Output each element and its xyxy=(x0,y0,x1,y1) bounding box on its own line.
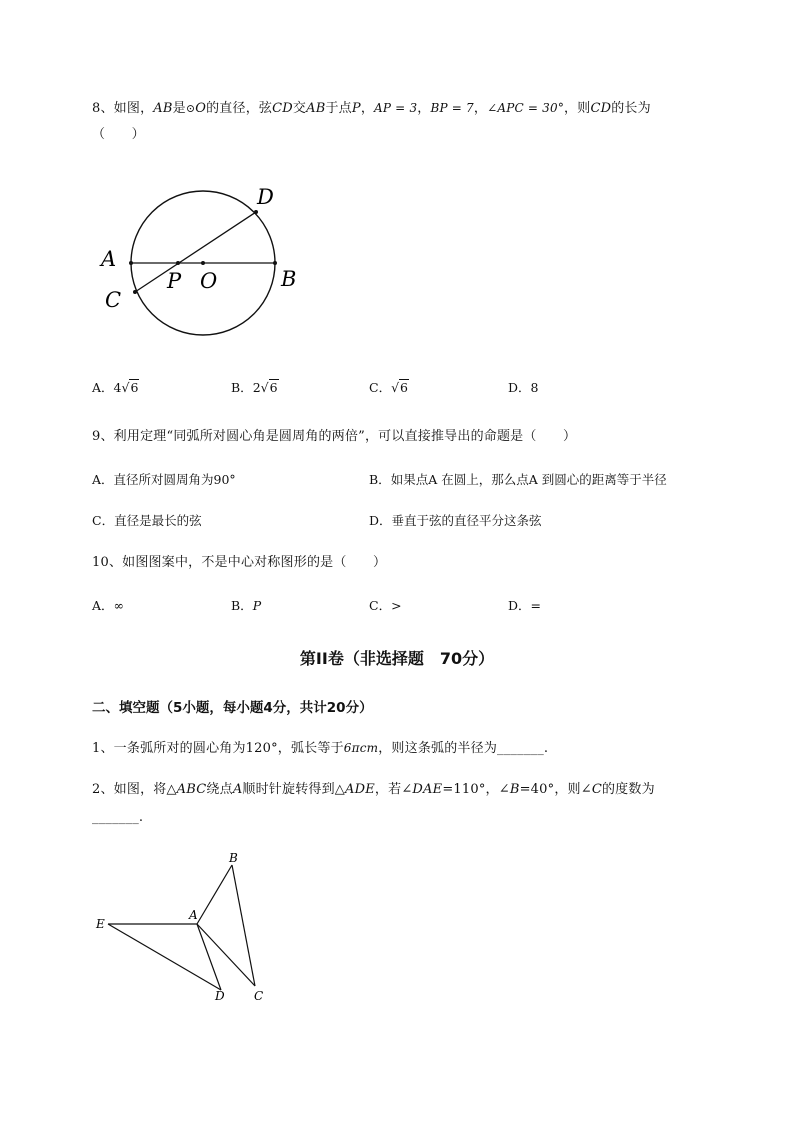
q9-option-b[interactable] xyxy=(369,471,667,489)
f2-var: B xyxy=(509,782,520,797)
q8-ap-equation: AP = 3 xyxy=(374,101,418,115)
q9-option-a[interactable] xyxy=(92,471,236,489)
label-c: C xyxy=(254,989,264,1003)
label-a: A xyxy=(101,247,117,271)
label-e: E xyxy=(96,917,105,931)
option-coef: 2 xyxy=(252,380,261,395)
q8-var-p: P xyxy=(351,101,361,116)
label-d: D xyxy=(215,989,225,1003)
equals-icon: = xyxy=(530,598,542,613)
option-letter: C． xyxy=(92,513,115,528)
radicand: 6 xyxy=(269,380,278,395)
radicand: 6 xyxy=(400,380,408,395)
segment-bc xyxy=(232,865,255,986)
q8-circle-figure xyxy=(95,178,315,368)
q8-option-c[interactable] xyxy=(369,379,409,397)
section-title: 第II卷（非选择题 70分） xyxy=(299,649,495,668)
option-text: 直径所对圆周角为90° xyxy=(113,472,236,487)
f2-text: ，若∠ xyxy=(374,782,413,797)
q8-text: ，则 xyxy=(564,101,591,116)
option-letter: B． xyxy=(369,472,391,487)
sqrt-icon: √6 xyxy=(121,380,139,395)
q8-stem xyxy=(92,99,651,118)
greater-than-icon: > xyxy=(391,598,402,613)
chord-cd xyxy=(135,212,256,292)
f2-var: ADE xyxy=(345,782,375,797)
q8-var-cd: CD xyxy=(590,101,612,116)
q8-var-ab: AB xyxy=(153,101,173,116)
q8-option-b[interactable] xyxy=(231,379,279,397)
q8-bp-equation: BP = 7 xyxy=(430,101,474,115)
option-letter: B． xyxy=(231,380,253,395)
q8-text: ， xyxy=(473,101,488,116)
label-b: B xyxy=(281,267,297,291)
f1-arc-length: 6πcm xyxy=(343,741,379,755)
option-value: 8 xyxy=(530,380,539,395)
option-letter: D． xyxy=(369,513,392,528)
q8-var-o: O xyxy=(195,101,207,116)
f2-var: A xyxy=(232,782,243,797)
point-o xyxy=(201,261,205,265)
point-c xyxy=(133,290,137,294)
q9-stem: 9、利用定理“同弧所对圆心角是圆周角的两倍”，可以直接推导出的命题是（ ） xyxy=(92,429,577,444)
circle-symbol: ⊙ xyxy=(185,102,196,115)
q2-triangle-figure xyxy=(92,848,282,1008)
f2-text: 绕点 xyxy=(206,782,233,797)
q8-text: ， xyxy=(360,101,375,116)
f2-text: =40°，则∠ xyxy=(519,782,592,797)
q8-var-ab: AB xyxy=(306,101,326,116)
q8-text: 是 xyxy=(172,101,186,116)
point-d xyxy=(254,210,258,214)
f2-var: ABC xyxy=(176,782,207,797)
q9-option-c[interactable] xyxy=(92,512,202,530)
q8-text: 于点 xyxy=(325,101,352,116)
label-a: A xyxy=(189,908,198,922)
point-p xyxy=(176,261,180,265)
q10-option-b[interactable] xyxy=(231,597,261,615)
option-letter: A． xyxy=(92,380,114,395)
option-letter: A． xyxy=(92,598,114,613)
option-letter: C． xyxy=(369,380,392,395)
label-c: C xyxy=(105,288,122,312)
option-letter: C． xyxy=(369,598,392,613)
label-b: B xyxy=(229,851,238,865)
segment-ab xyxy=(197,865,232,924)
part-heading: 二、填空题（5小题，每小题4分，共计20分） xyxy=(92,700,373,716)
option-text: 直径是最长的弦 xyxy=(114,513,202,528)
f2-answer-blank: _______. xyxy=(92,810,144,825)
q8-text: 8、如图， xyxy=(92,101,154,116)
q10-option-c[interactable] xyxy=(369,597,402,615)
option-letter: A． xyxy=(92,472,114,487)
label-d: D xyxy=(257,185,274,209)
q8-text: 的长为 xyxy=(611,101,651,116)
q10-option-a[interactable] xyxy=(92,597,124,615)
q8-angle-equation: ∠APC = 30° xyxy=(487,101,565,115)
radicand: 6 xyxy=(130,380,139,395)
q8-text: ， xyxy=(417,101,431,116)
sqrt-icon: √6 xyxy=(260,380,278,395)
q8-answer-paren: （ ） xyxy=(92,127,145,142)
f2-text: 的度数为 xyxy=(601,782,655,797)
label-o: O xyxy=(200,269,218,293)
f1-text: ，则这条弧的半径为_______. xyxy=(378,741,549,756)
q8-var-cd: CD xyxy=(272,101,293,116)
q8-option-d[interactable] xyxy=(508,379,538,397)
f2-var: DAE xyxy=(412,782,443,797)
f2-text: =110°，∠ xyxy=(442,782,510,797)
label-p: P xyxy=(167,269,182,293)
segment-ad xyxy=(197,924,221,990)
q10-option-d[interactable] xyxy=(508,597,541,615)
q10-stem: 10、如图图案中，不是中心对称图形的是（ ） xyxy=(92,555,387,570)
segment-ac xyxy=(197,924,255,986)
point-b xyxy=(273,261,277,265)
option-letter: D． xyxy=(508,380,531,395)
option-text: 如果点A 在圆上，那么点A 到圆心的距离等于半径 xyxy=(390,472,667,487)
q8-text: 交 xyxy=(292,101,307,116)
segment-ed xyxy=(108,924,221,990)
p-letter-icon: P xyxy=(252,598,262,613)
fill-question-2 xyxy=(92,781,655,799)
q8-option-a[interactable] xyxy=(92,379,139,397)
sqrt-icon: √6 xyxy=(391,380,408,395)
option-coef: 4 xyxy=(113,380,122,395)
f2-text: 顺时针旋转得到△ xyxy=(242,782,346,797)
q8-text: 的直径，弦 xyxy=(206,101,273,116)
fill-question-1 xyxy=(92,739,548,758)
f2-text: 2、如图，将△ xyxy=(92,782,177,797)
f2-var: C xyxy=(591,782,602,797)
infinity-icon: ∞ xyxy=(113,598,124,613)
option-letter: B． xyxy=(231,598,253,613)
q9-option-d[interactable] xyxy=(369,512,542,530)
point-a xyxy=(129,261,133,265)
option-letter: D． xyxy=(508,598,531,613)
f1-text: 1、一条弧所对的圆心角为120°，弧长等于 xyxy=(92,741,344,756)
option-text: 垂直于弦的直径平分这条弦 xyxy=(391,513,542,528)
